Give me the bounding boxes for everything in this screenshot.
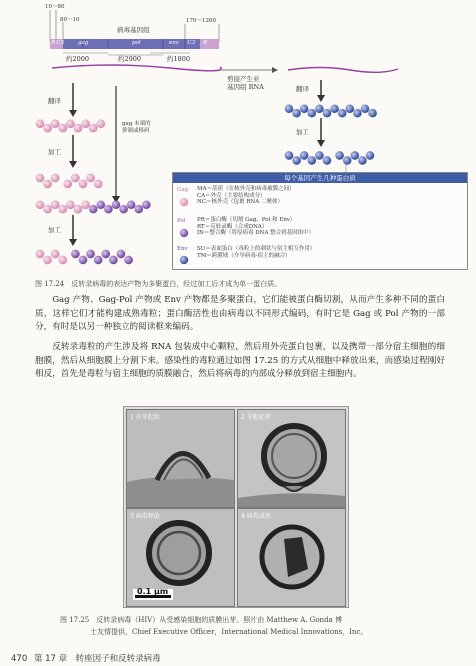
pol-protein-bead [86,250,94,258]
legend-bead-gag [179,197,189,207]
panel-4-label: 4 病毒成熟 [241,513,271,520]
env-protein-bead [368,109,376,117]
panel-2-label: 2 芽胞延伸 [241,414,271,421]
env-protein-bead [300,151,308,159]
process-left-label-1: 加工 [48,148,61,156]
micrograph-panel-1 [126,409,235,508]
env-protein-bead [361,105,369,113]
env-protein-bead [343,156,351,164]
micrograph-panel-2 [237,409,346,508]
gag-processed-chain [36,174,103,188]
gag-protein-bead [66,120,74,128]
gag-protein-bead [81,201,89,209]
segment-u3: U3 [187,40,196,46]
gag-pol-polyprotein-chain [36,201,151,214]
pol-protein-bead [119,205,127,213]
pol-protein-bead [94,256,102,264]
translate-right-label: 翻译 [296,85,309,93]
translate-left-label: 翻译 [48,97,61,105]
splice-note-line1: 剪接产生亚 [227,75,260,83]
segment-pol: pol [132,40,141,46]
env-protein-bead [335,151,343,159]
gag-protein-bead [66,201,74,209]
env-protein-bead [346,105,354,113]
gag-protein-bead [79,180,87,188]
env-polyprotein-chain [285,105,377,118]
legend-gag-ma: MA＝基质（在核外壳和病毒被膜之间） [197,186,295,192]
protein-legend [172,172,468,270]
genome-title: 病毒基因组 [117,26,150,34]
length-env: 约1800 [167,55,191,63]
top-left-label-2: 80～10 [60,17,80,23]
pol-protein-bead [127,201,135,209]
gag-protein-bead [51,174,59,182]
gag-protein-bead [36,174,44,182]
gag-protein-bead [89,124,97,132]
legend-bead-env [179,255,189,265]
gag-protein-bead [59,256,67,264]
process-left-label-2: 加工 [48,226,61,234]
legend-gag-nc: NC＝核外壳（包裹 RNA 二聚体） [197,199,283,206]
gag-protein-bead [36,120,44,128]
legend-title: 每个基因产生几种蛋白质 [173,173,467,183]
gag-protein-bead [43,256,51,264]
pol-protein-bead [124,256,132,264]
legend-env-tm: TM＝跨膜域（介导病毒-宿主的融合） [197,252,291,259]
env-protein-bead [285,151,293,159]
env-protein-bead [315,105,323,113]
env-protein-bead [323,109,331,117]
legend-pol-lines [197,217,314,237]
micrograph-panel-4 [237,508,346,607]
page-footer [11,652,161,664]
gag-polyprotein-chain [36,120,105,133]
env-protein-bead [285,105,293,113]
env-protein-bead [353,109,361,117]
gag-protein-bead [43,124,51,132]
legend-pol-pr: PR＝蛋白酶（切割 Gag、Pol 和 Env） [197,217,296,223]
pol-protein-bead [71,250,79,258]
legend-tag-env: Env [177,246,188,252]
legend-tag-gag: Gag [177,187,189,193]
gag-protein-bead [64,180,72,188]
figure-17-25-caption [60,614,450,638]
legend-gag-lines [197,186,295,206]
segment-gag: gag [78,40,89,46]
pol-protein-bead [112,201,120,209]
length-gag: 约2000 [66,55,90,63]
pol-protein-bead [79,256,87,264]
gag-protein-bead [59,205,67,213]
gag-protein-bead [43,180,51,188]
budding-start-image [127,410,234,507]
splice-note-line2: 基因组 RNA [227,83,264,92]
paragraph-2: 反转录毒粒的产生涉及将 RNA 包装成中心颗粒，然后用外壳蛋白包裹，以及携带一部分宿主细胞的细胞膜，然后从细胞膜上分割下来。感染性的毒粒通过如图 17.25 的方式从细胞中释放出来，而感染过程刚好相反，首先是毒粒与宿主细胞的质膜融合，然后将病毒的内部成分释放到宿主细胞内。 [35,342,445,380]
env-protein-bead [366,151,374,159]
pol-protein-bead [117,250,125,258]
env-processed-chain [285,151,374,164]
budding-extension-image [238,410,345,507]
gag-protein-bead [71,174,79,182]
gag-protein-bead [74,124,82,132]
legend-group-pol [173,216,467,244]
legend-pol-in: IN＝整合酶（将原病毒 DNA 整合到基因组中） [197,230,315,237]
legend-gag-ca: CA＝外壳（主要结构成分） [197,192,266,199]
pol-protein-bead [109,256,117,264]
env-protein-bead [308,109,316,117]
pol-protein-bead [104,205,112,213]
gag-protein-bead [51,201,59,209]
process-right-label: 加工 [296,128,309,136]
env-protein-bead [338,109,346,117]
env-protein-bead [330,105,338,113]
env-protein-bead [315,151,323,159]
virus-maturation-image [238,509,345,606]
legend-group-gag [173,185,467,215]
gag-end-note-line2: 抑制或移码 [122,127,150,134]
gag-protein-bead [51,250,59,258]
gag-protein-bead [43,205,51,213]
segment-r-left: R [51,40,56,46]
page-number: 470 [11,654,28,664]
gag-protein-bead [86,174,94,182]
panel-1-label: 1 出芽起始 [130,414,160,421]
env-protein-bead [292,156,300,164]
legend-pol-rt: RT＝反转录酶（合成DNA） [197,223,268,230]
gag-protein-bead [97,120,105,128]
env-protein-bead [300,105,308,113]
pol-protein-bead [102,250,110,258]
env-protein-bead [351,151,359,159]
env-protein-bead [358,156,366,164]
panel-3-label: 3 病毒释放 [130,513,160,520]
gag-protein-bead [51,120,59,128]
figure-17-24 [0,0,476,300]
segment-r-right: R [203,40,208,46]
figure-17-24-caption: 图 17.24 反转录病毒的表达产物为多聚蛋白，经过加工后才成为单一蛋白质。 [35,280,282,288]
top-left-label: 10～80 [45,4,65,10]
pol-protein-bead [97,201,105,209]
chapter-title: 第 17 章 转座因子和反转录病毒 [33,654,161,664]
legend-bead-pol [179,228,189,238]
legend-env-lines [197,246,315,259]
env-protein-bead [323,156,331,164]
env-protein-bead [308,156,316,164]
segment-env: env [169,40,179,46]
segment-u5: U5 [56,40,65,46]
gag-protein-bead [94,180,102,188]
gag-protein-bead [36,250,44,258]
legend-group-env [173,245,467,267]
figure-17-25 [123,406,349,608]
env-protein-bead [292,109,300,117]
figure-17-25-caption-line1: 图 17.25 反转录病毒（HIV）从受感染细胞的质膜出芽。照片由 Matthew A. Gonda 博 [60,616,342,624]
gag-protein-bead [81,120,89,128]
micrograph-panel-3 [126,508,235,607]
pol-protein-bead [135,205,143,213]
figure-17-25-caption-line2: 士友情提供，Chief Executive Officer，International Medical Innovations，Inc。 [90,628,368,636]
gag-protein-bead [59,124,67,132]
gag-end-note-line1: gag 末端的 [122,121,151,127]
gag-protein-bead [74,205,82,213]
length-pol: 约2900 [118,55,142,63]
legend-env-su: SU＝表面蛋白（毒粒上的刺状与宿主相互作用） [197,246,316,252]
pol-protein-bead [142,201,150,209]
gag-protein-bead [36,201,44,209]
pol-protein-bead [89,205,97,213]
paragraph-1: Gag 产物、Gag-Pol 产物或 Env 产物都是多聚蛋白，它们能被蛋白酶切割，从而产生多种不同的蛋白质，这样它们才能构建成熟毒粒；蛋白酶活性也由病毒以不同形式编码，有时它是 Gag 或 Pol 产物的一部分，有时是以另一种独立的阅读框来编码。 [35,295,445,333]
scale-bar-label: 0.1 μm [137,587,169,596]
legend-tag-pol: Pol [177,218,186,224]
gag-pol-processed-chain [36,250,133,264]
top-right-label: 170～1260 [186,18,216,24]
